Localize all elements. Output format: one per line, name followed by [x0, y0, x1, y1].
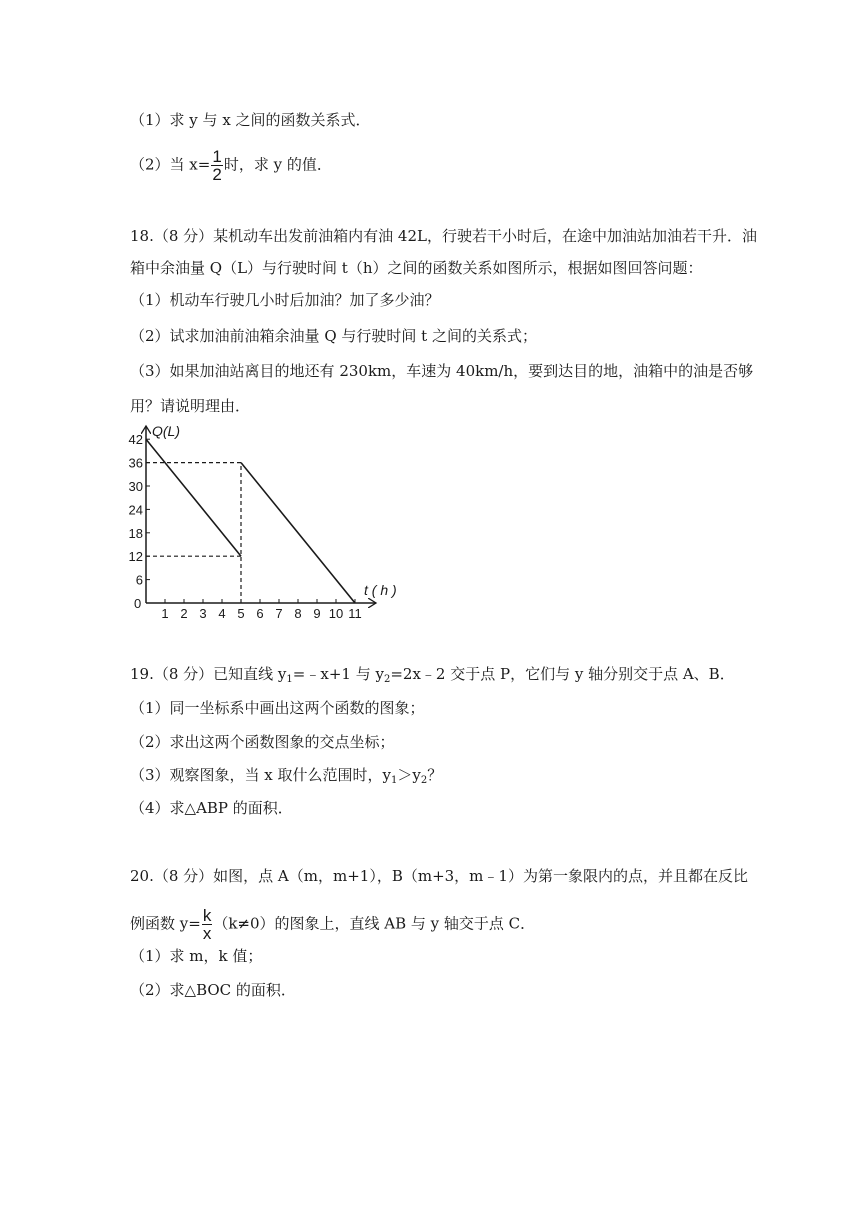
x-tick-label-6: 6: [256, 606, 264, 621]
x-tick-label-7: 7: [275, 606, 283, 621]
q20-part-1: （1）求 m，k 值；: [130, 947, 263, 965]
y-tick-label-24: 24: [128, 502, 143, 518]
q17-part-2: （2）当 x= $\frac{1}{2}$ 时，求 y 的值．: [130, 147, 332, 184]
fuel-chart: [128, 420, 408, 622]
x-tick-label-9: 9: [313, 606, 321, 621]
q17-part-1: （1）求 y 与 x 之间的函数关系式．: [130, 111, 371, 129]
x-axis-label: t ( h ): [364, 582, 397, 598]
y-tick-label-30: 30: [128, 479, 143, 494]
q19-stem: 19.（8 分）已知直线 $y_1=﹣x+1$ 与 $y_2=2x﹣2$ 交于点 P，它们与 y 轴分别交于点 A、B．: [130, 665, 735, 685]
y-tick-label-42: 42: [128, 432, 143, 448]
x-tick-label-5: 5: [237, 606, 245, 621]
q18-part-3-line-2: 用？请说明理由．: [130, 397, 251, 415]
q19-part-2: （2）求出这两个函数图象的交点坐标；: [130, 733, 395, 751]
q19-part-4: （4）求△ABP 的面积．: [130, 799, 293, 817]
q20-stem-line-1: 20.（8 分）如图，点 A（m，m+1），B（m+3，m﹣1）为第一象限内的点，并且都在反比: [130, 867, 748, 885]
q18-part-1: （1）机动车行驶几小时后加油？加了多少油？: [130, 291, 440, 309]
q18-stem-line-1: 18.（8 分）某机动车出发前油箱内有油 42L，行驶若干小时后，在途中加油站加油若干升．油: [130, 227, 757, 245]
x-tick-label-3: 3: [199, 606, 207, 621]
series-line-0: [146, 439, 241, 556]
q18-stem-line-2: 箱中余油量 Q（L）与行驶时间 t（h）之间的函数关系如图所示，根据如图回答问题：: [130, 259, 703, 277]
x-tick-label-11: 11: [348, 606, 362, 621]
x-tick-label-8: 8: [294, 606, 302, 621]
fraction-k-over-x: $\frac{k}{x}$: [202, 906, 212, 943]
x-tick-label-2: 2: [180, 606, 188, 621]
x-tick-label-1: 1: [161, 606, 169, 621]
y-tick-label-18: 18: [128, 525, 143, 541]
q19-part-1: （1）同一坐标系中画出这两个函数的图象；: [130, 699, 425, 717]
y-tick-label-36: 36: [128, 455, 143, 471]
series-line-1: [241, 463, 355, 603]
q18-part-2: （2）试求加油前油箱余油量 Q 与行驶时间 t 之间的关系式；: [130, 327, 537, 345]
y-tick-label-12: 12: [128, 549, 143, 565]
x-tick-label-4: 4: [218, 606, 226, 621]
y-tick-label-6: 6: [135, 572, 143, 588]
fraction-one-half: $\frac{1}{2}$: [212, 147, 222, 184]
q19-part-3: （3）观察图象，当 x 取什么范围时，$y_1>y_2$？: [130, 766, 443, 786]
x-tick-label-10: 10: [328, 606, 344, 621]
q20-part-2: （2）求△BOC 的面积．: [130, 981, 296, 999]
y-axis-label: Q(L): [152, 423, 180, 439]
q18-part-3-line-1: （3）如果加油站离目的地还有 230km，车速为 40km/h，要到达目的地，油箱中的油是否够: [130, 362, 754, 380]
origin-label: 0: [134, 596, 142, 611]
q20-stem-line-2: 例函数 y= $\frac{k}{x}$ （k≠0）的图象上，直线 AB 与 y 轴交于点 C．: [130, 906, 536, 943]
